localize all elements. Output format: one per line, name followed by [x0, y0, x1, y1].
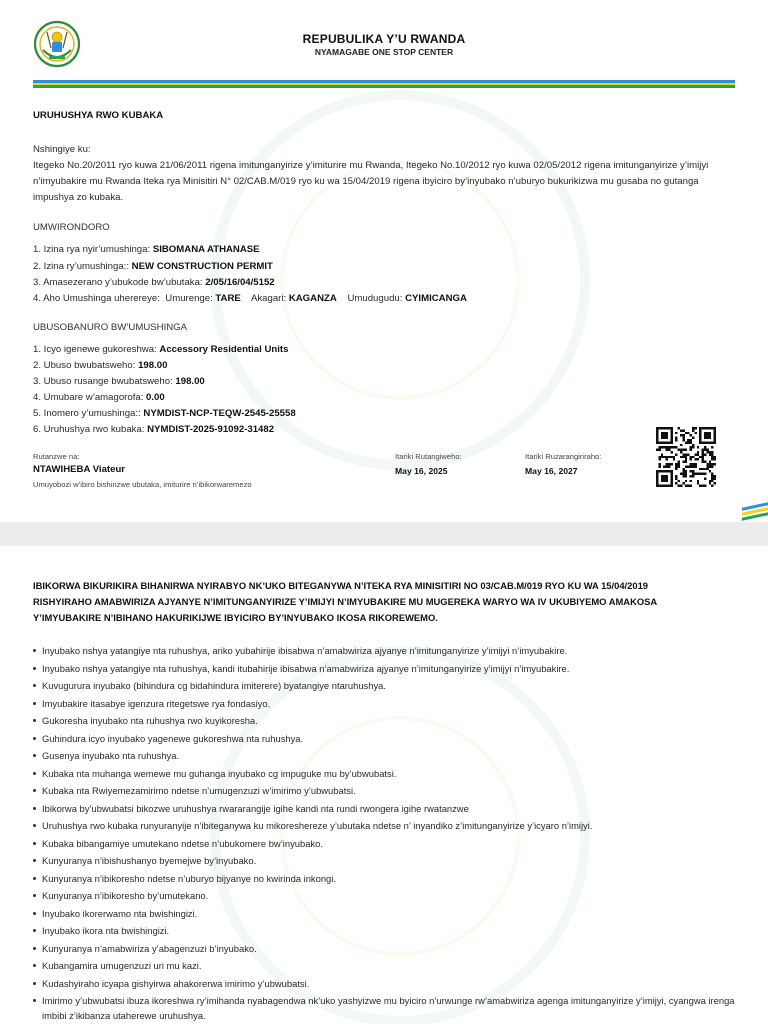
permit-page-2 — [0, 546, 768, 1024]
list-item: Kunyuranya n’ibikoresho by’umutekano. — [33, 887, 743, 905]
list-item: Kunyuranya n’ibishushanyo byemejwe by’inyubako. — [33, 852, 743, 870]
list-item: Imirimo y’ubwubatsi ibuza ikoreshwa ry’imihanda nyabagendwa nk’uko yashyizwe mu byiciro n’urwunge rw’amabwiriza agenga imitunganyirize y’imijyi, cyangwa irenga imbibi z’ikibanza utaherewe uruhushya. — [33, 992, 743, 1024]
penalties-list — [33, 642, 743, 1024]
built-area-line: 2. Ubuso bwubatsweho: 198.00 — [33, 360, 168, 371]
upi-number: 2/05/16/04/5152 — [205, 277, 275, 288]
project-number-line: 5. Inomero y’umushinga:: NYMDIST-NCP-TEQW-2545-25558 — [33, 408, 296, 419]
permit-number-value: NYMDIST-2025-91092-31482 — [147, 424, 275, 435]
upi-line: 3. Amasezerano y’ubukode bw’ubutaka: 2/05/16/04/5152 — [33, 277, 275, 288]
project-name-line: 2. Izina ry’umushinga:: NEW CONSTRUCTION PERMIT — [33, 261, 273, 272]
signer-name: NTAWIHEBA Viateur — [33, 464, 126, 475]
floors-line: 4. Umubare w’amagorofa: 0.00 — [33, 392, 165, 403]
built-area-value: 198.00 — [138, 360, 168, 371]
list-item: Imyubakire itasabye igenzura ritegetswe rya fondasiyo. — [33, 695, 743, 713]
list-item: Kunyuranya n’amabwiriza y’abagenzuzi b’inyubako. — [33, 940, 743, 958]
total-area-line: 3. Ubuso rusange bwubatsweho: 198.00 — [33, 376, 205, 387]
owner-line: 1. Izina rya nyir’umushinga: SIBOMANA ATHANASE — [33, 244, 260, 255]
list-item: Guhindura icyo inyubako yagenewe gukoreshwa nta ruhushya. — [33, 730, 743, 748]
list-item: Inyubako ikorerwamo nta bwishingizi. — [33, 905, 743, 923]
project-name: NEW CONSTRUCTION PERMIT — [131, 261, 273, 272]
list-item: Inyubako ikora nta bwishingizi. — [33, 922, 743, 940]
basis-text: Itegeko No.20/2011 ryo kuwa 21/06/2011 rigena imitunganyirize y’imiturire mu Rwanda, Itegeko No.10/2012 ryo kuwa 02/05/2012 rigena imitunganyirize y’imijyi n’imyubakire mu Rwanda Iteka rya Minisitiri N° 02/CAB.M/019 ryo ku wa 15/04/2019 rigena ibyiciro by’inyubako n’uburyo bukurikizwa mu gusaba no gutanga impushya zo kubaka. — [33, 160, 709, 203]
permit-number-line: 6. Uruhushya rwo kubaka: NYMDIST-2025-91092-31482 — [33, 424, 275, 435]
signed-by-label: Rutanzwe na: — [33, 452, 80, 461]
umurenge-value: TARE — [215, 293, 241, 304]
expiry-date: May 16, 2027 — [525, 466, 578, 476]
list-item: Kubaka nta Rwiyemezamirimo ndetse n’umugenzuzi w’imirimo y’ubwubatsi. — [33, 782, 743, 800]
use-value: Accessory Residential Units — [159, 344, 289, 355]
document-header — [0, 0, 768, 92]
list-item: Kuvugurura inyubako (bihindura cg bidahindura imiterere) byatangiye ntaruhushya. — [33, 677, 743, 695]
list-item: Kudashyiraho icyapa gishyirwa ahakorerwa imirimo y’ubwubatsi. — [33, 975, 743, 993]
list-item: Uruhushya rwo kubaka runyuranyije n’ibiteganywa ku mikoreshereze y’ubutaka ndetse n’ inyandiko z’imitunganyirize y’icyaro n’imijyi. — [33, 817, 743, 835]
flag-stripe-green — [33, 85, 735, 88]
list-item: Gusenya inyubako nta ruhushya. — [33, 747, 743, 765]
akagari-value: KAGANZA — [288, 293, 337, 304]
expiry-date-label: Itariki Ruzarangiriraho: — [525, 452, 602, 461]
total-area-value: 198.00 — [175, 376, 205, 387]
list-item: Inyubako nshya yatangiye nta ruhushya, ariko yubahirije ibisabwa n’amabwiriza ajyanye n’imitunganyirize y’imijyi n’imyubakire. — [33, 642, 743, 660]
signer-role: Umuyobozi w’ibiro bishinzwe ubutaka, imiturire n’ibikorwaremezo — [33, 480, 252, 489]
umudugudu-value: CYIMICANGA — [405, 293, 467, 304]
issue-date: May 16, 2025 — [395, 466, 448, 476]
list-item: Inyubako nshya yatangiye nta ruhushya, kandi itubahirije ibisabwa n’amabwiriza ajyanye n’imitunganyirize y’imijyi n’imyubakire. — [33, 660, 743, 678]
list-item: Kubangamira umugenzuzi uri mu kazi. — [33, 957, 743, 975]
side-flag-stripes — [740, 505, 768, 522]
list-item: Kubaka nta muhanga wemewe mu guhanga inyubako cg impuguke mu by’ubwubatsi. — [33, 765, 743, 783]
project-section-title: UBUSOBANURO BW’UMUSHINGA — [33, 322, 188, 333]
identity-section-title: UMWIRONDORO — [33, 222, 110, 233]
list-item: Kunyuranya n’ibikoresho ndetse n’uburyo bijyanye no kwirinda inkongi. — [33, 870, 743, 888]
office-title: NYAMAGABE ONE STOP CENTER — [314, 47, 454, 57]
basis-label: Nshingiye ku: — [33, 144, 91, 155]
use-line: 1. Icyo igenewe gukoreshwa: Accessory Residential Units — [33, 344, 289, 355]
owner-name: SIBOMANA ATHANASE — [152, 244, 260, 255]
location-line: 4. Aho Umushinga uherereye: Umurenge: TARE Akagari: KAGANZA Umudugudu: CYIMICANGA — [33, 293, 467, 304]
document-title: URUHUSHYA RWO KUBAKA — [33, 110, 164, 121]
list-item: Kubaka bibangamiye umutekano ndetse n’ubukomere bw’inyubako. — [33, 835, 743, 853]
list-item: Ibikorwa by’ubwubatsi bikozwe uruhushya rwararangije igihe kandi nta rundi rwongera igihe rwatanzwe — [33, 800, 743, 818]
floors-value: 0.00 — [146, 392, 165, 403]
issue-date-label: Itariki Rutangiweho: — [395, 452, 462, 461]
country-title: REPUBULIKA Y’U RWANDA — [302, 32, 466, 46]
project-number-value: NYMDIST-NCP-TEQW-2545-25558 — [143, 408, 296, 419]
list-item: Gukoresha inyubako nta ruhushya rwo kuyikoresha. — [33, 712, 743, 730]
qr-code-icon — [656, 427, 716, 487]
penalties-heading: IBIKORWA BIKURIKIRA BIHANIRWA NYIRABYO NK’UKO BITEGANYWA N’ITEKA RYA MINISITIRI NO 03/CAB.M/019 RYO KU WA 15/04/2019 RISHYIRAHO AMABWIRIZA AJYANYE N’IMITUNGANYIRIZE Y’IMIJYI N’IMYUBAKIRE MU MUGEREKA WARYO WA IV UKUBIYEMO AMAKOSA Y’IMYUBAKIRE N’IBIHANO HAKURIKIJWE IBYICIRO BY’INYUBAKO IKOSA RIKOREWEMO. — [33, 580, 657, 623]
